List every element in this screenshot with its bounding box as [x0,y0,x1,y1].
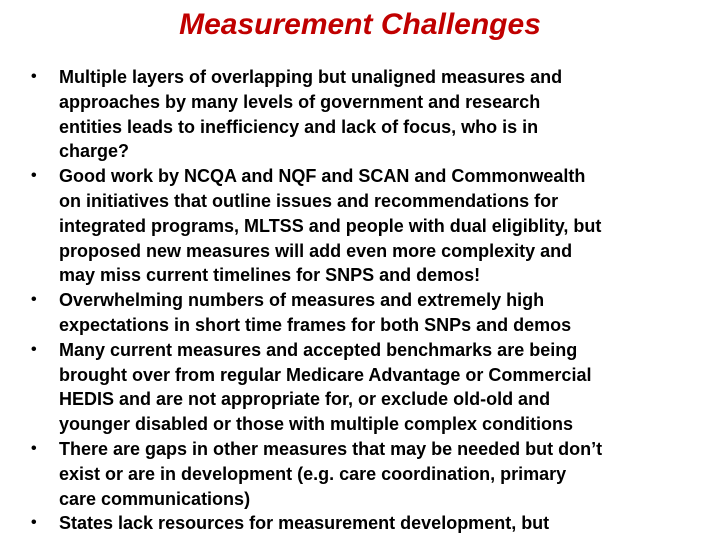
bullet-text: There are gaps in other measures that may be needed but don’t exist or are in development (e.g. care coordination, primary care communications) [59,438,603,509]
bullet-item [31,437,701,511]
bullet-icon: • [31,68,37,85]
bullet-icon: • [31,291,37,309]
bullet-item [31,288,701,338]
bullet-text: Multiple layers of overlapping but unaligned measures and approaches by many levels of government and research entities leads to inefficiency and lack of focus, who is in charge? [59,67,563,162]
bullet-icon: • [31,167,37,185]
bullet-item [31,65,701,164]
bullet-item [31,338,701,437]
bullet-icon: • [31,514,37,532]
bullet-icon: • [31,439,37,457]
bullet-icon: • [31,340,37,358]
bullet-text: Many current measures and accepted benchmarks are being brought over from regular Medicare Advantage or Commercial HEDIS and are not appropriate for, or exclude old-old and younger disabled or those with multiple complex conditions [59,339,592,435]
bullet-text: Overwhelming numbers of measures and extremely high expectations in short time frames for both SNPs and demos [59,290,572,335]
bullet-item [31,164,701,288]
slide-title: Measurement Challenges [179,8,541,41]
bullet-text: States lack resources for measurement development, but [59,513,550,534]
bullet-item [31,511,701,536]
bullet-text: Good work by NCQA and NQF and SCAN and Commonwealth on initiatives that outline issues and recommendations for integrated programs, MLTSS and people with dual eligiblity, but proposed new measures will add even more complexity and may miss current timelines for SNPS and demos! [59,166,602,286]
bullet-list [31,65,701,536]
